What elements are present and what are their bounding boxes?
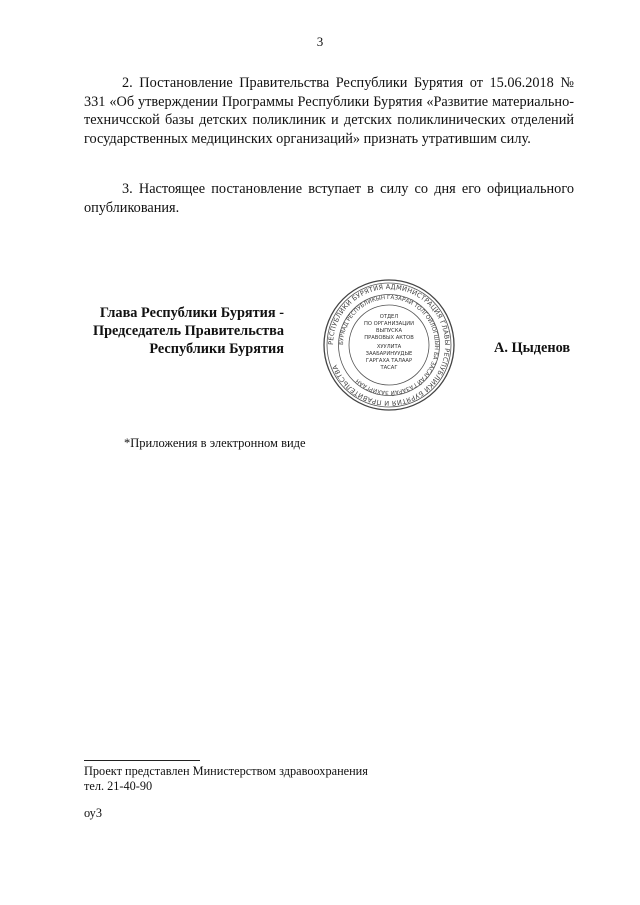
signer-name: А. Цыденов	[494, 340, 571, 356]
attachments-note: *Приложения в электронном виде	[124, 436, 306, 450]
position-line-2: Председатель Правительства	[92, 323, 284, 339]
stamp-center-line-5: ХУУЛИТА	[376, 344, 402, 350]
stamp-outer-text: РЕСПУБЛИКИ БУРЯТИЯ АДМИНИСТРАЦИЯ ГЛАВЫ РЕСПУБЛИКИ БУРЯТИЯ И ПРАВИТЕЛЬСТВА	[326, 282, 452, 408]
position-line-3: Республики Бурятия	[149, 341, 284, 357]
stamp-center-line-1: ОТДЕЛ	[379, 314, 399, 320]
position-line-1: Глава Республики Бурятия -	[99, 305, 284, 321]
page-number: 3	[316, 34, 324, 49]
stamp-center-line-8: ТАСАГ	[380, 365, 398, 371]
paragraph-3: 3. Настоящее постановление вступает в силу со дня его официального опубликования.	[84, 181, 574, 216]
stamp-center-line-3: ВЫПУСКА	[375, 328, 403, 334]
stamp-inner-text: БУРЯАД РЕСПУБЛИКЫН ГАЗАРАЙ ТОЛГОЙЛОГШЫН БА ЗАСАГАЙ ГАЗАРАЙ ЗАХИРГААН	[338, 294, 440, 396]
footnote	[84, 764, 368, 794]
official-seal-stamp	[322, 278, 456, 412]
stamp-center-line-2: ПО ОРГАНИЗАЦИИ	[363, 321, 415, 327]
paragraph-2: 2. Постановление Правительства Республики Бурятия от 15.06.2018 № 331 «Об утверждении Программы Республики Бурятия «Развитие материально-техничсской базы детских поликлиник и детских поликлинических отделений государственных медицинских организаций» признать утратившим силу.	[84, 75, 574, 147]
footnote-line-1: Проект представлен Министерством здравоохранения	[84, 764, 368, 778]
signatory-position	[84, 304, 284, 358]
stamp-center-line-7: ГАРГАХА ТАЛААР	[365, 358, 413, 364]
stamp-center	[364, 314, 414, 371]
footnote-divider	[84, 760, 200, 761]
footnote-line-2: тел. 21-40-90	[84, 779, 153, 793]
stamp-center-line-4: ПРАВОВЫХ АКТОВ	[364, 335, 414, 341]
document-code: оу3	[84, 806, 102, 820]
stamp-center-line-6: ЗААБАРИНУУДЫЕ	[365, 351, 413, 357]
